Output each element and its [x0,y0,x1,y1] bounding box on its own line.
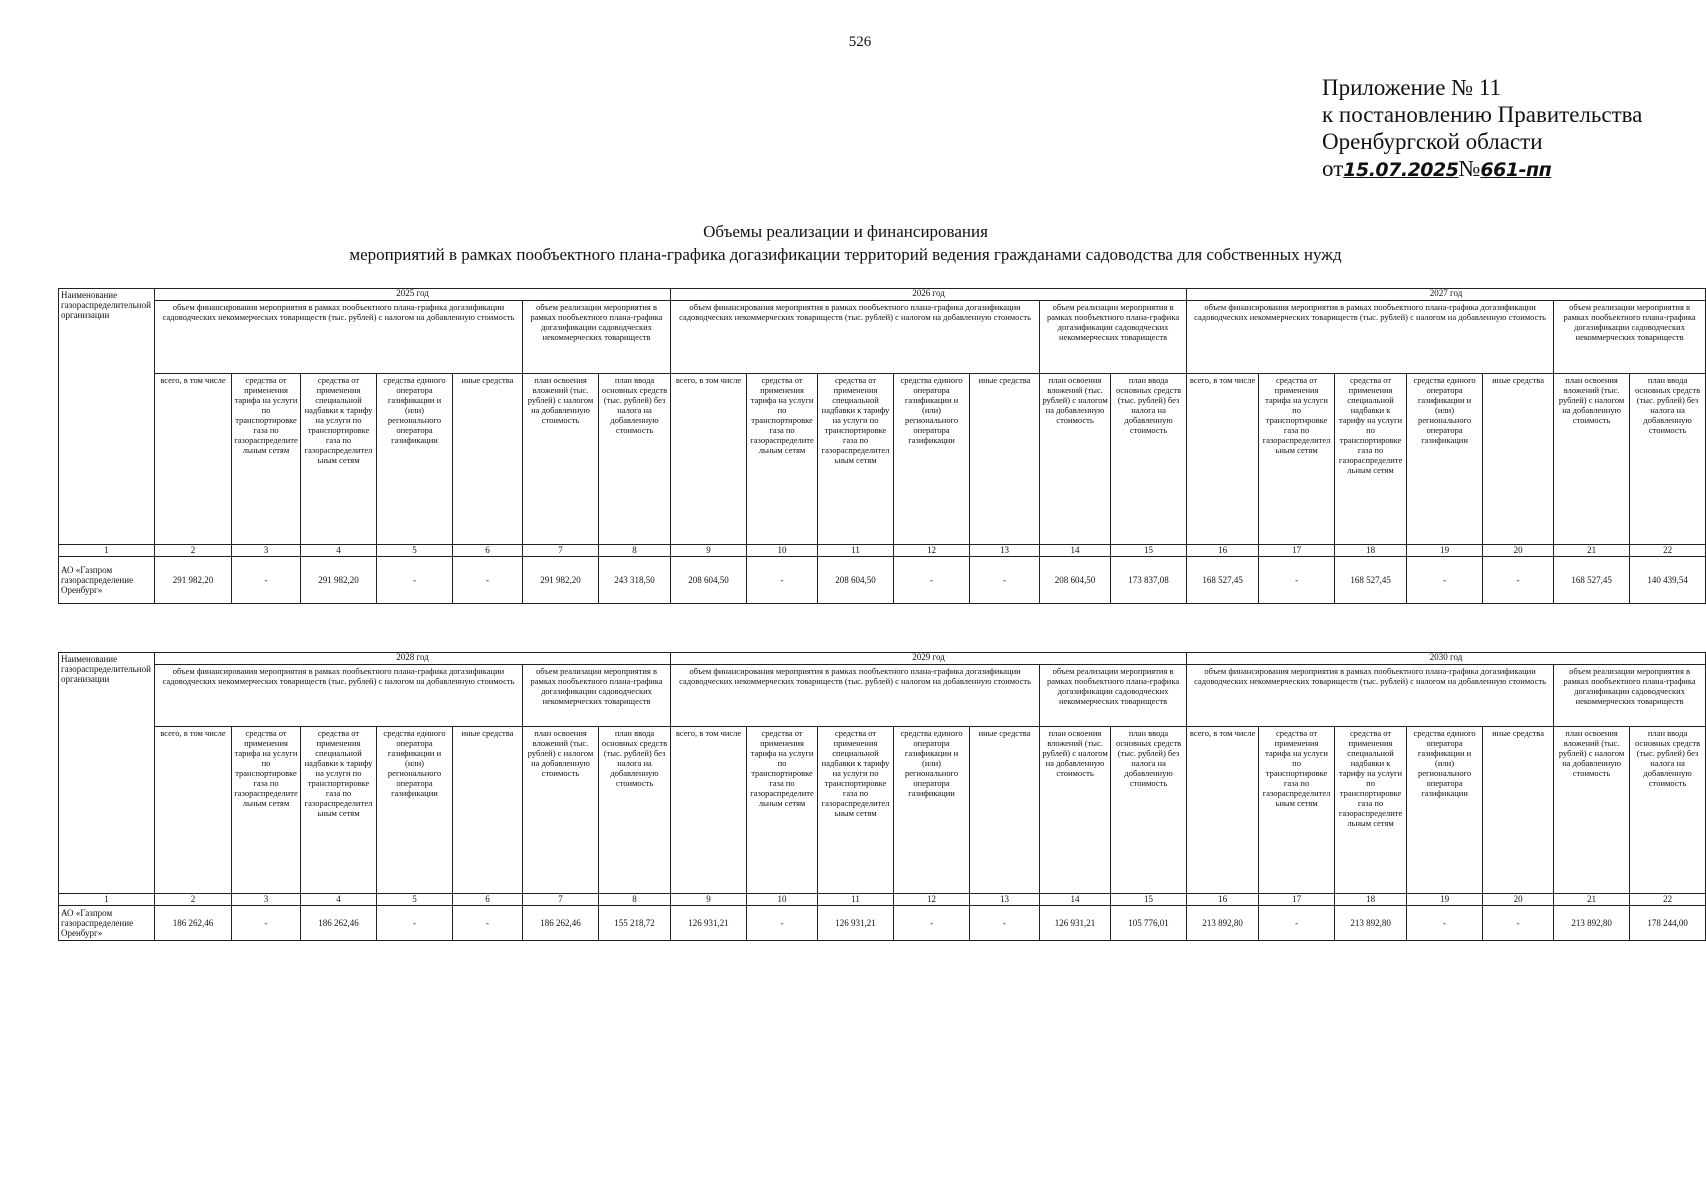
from-prefix: от [1322,156,1344,181]
value-cell: - [1483,906,1554,941]
table-row [59,557,1706,604]
sub-column-header: иные средства [970,374,1040,545]
sub-column-header: всего, в том числе [1187,374,1259,545]
sub-column-header: средства единого оператора газификации и (или) регионального оператора газификации [377,374,453,545]
column-number: 21 [1554,894,1630,906]
sub-column-header: средства от применения специальной надбавки к тарифу на услуги по транспортировке газа по газораспределительным сетям [1335,727,1407,894]
org-name-cell: АО «Газпром газораспределение Оренбург» [59,906,155,941]
realization-group-header: объем реализации мероприятия в рамках пообъектного плана-графика догазификации садоводческих некоммерческих товариществ [523,665,671,727]
value-cell: 186 262,46 [155,906,232,941]
sub-column-header: всего, в том числе [671,374,747,545]
value-cell: - [747,906,818,941]
page-number: 526 [848,34,872,50]
value-cell: - [377,557,453,604]
value-cell: 178 244,00 [1630,906,1706,941]
value-cell: 168 527,45 [1554,557,1630,604]
group-header-row [59,301,1706,374]
column-number: 2 [155,894,232,906]
sub-column-header: всего, в том числе [671,727,747,894]
sub-column-header: средства единого оператора газификации и (или) регионального оператора газификации [1407,374,1483,545]
sub-column-header: средства единого оператора газификации и (или) регионального оператора газификации [894,374,970,545]
column-number: 5 [377,894,453,906]
column-number: 16 [1187,545,1259,557]
appendix-block [1322,74,1662,184]
appendix-date-number [1322,155,1662,184]
column-number: 22 [1630,545,1706,557]
value-cell: - [1407,557,1483,604]
column-number: 17 [1259,545,1335,557]
appendix-line-3: Оренбургской области [1322,129,1543,154]
column-number: 4 [301,894,377,906]
year-header: 2027 год [1187,289,1706,301]
column-number: 19 [1407,545,1483,557]
column-number: 11 [818,545,894,557]
column-number: 4 [301,545,377,557]
value-cell: 186 262,46 [301,906,377,941]
column-number: 20 [1483,894,1554,906]
value-cell: - [970,906,1040,941]
value-cell: 291 982,20 [523,557,599,604]
column-number: 18 [1335,545,1407,557]
year-header: 2030 год [1187,653,1706,665]
value-cell: - [1483,557,1554,604]
group-header-row [59,665,1706,727]
value-cell: - [232,906,301,941]
sub-column-header: средства от применения тарифа на услуги по транспортировке газа по газораспределительным сетям [747,727,818,894]
sub-column-header: всего, в том числе [155,374,232,545]
sub-column-header: план ввода основных средств (тыс. рублей) без налога на добавленную стоимость [599,727,671,894]
sub-column-header: план ввода основных средств (тыс. рублей) без налога на добавленную стоимость [1111,374,1187,545]
org-name-cell: АО «Газпром газораспределение Оренбург» [59,557,155,604]
realization-group-header: объем реализации мероприятия в рамках пообъектного плана-графика догазификации садоводческих некоммерческих товариществ [523,301,671,374]
column-number: 15 [1111,545,1187,557]
column-number: 13 [970,894,1040,906]
sub-column-header: средства от применения специальной надбавки к тарифу на услуги по транспортировке газа по газораспределительным сетям [301,727,377,894]
value-cell: 140 439,54 [1630,557,1706,604]
column-number: 12 [894,545,970,557]
org-column-header: Наименование газораспределительной организации [59,289,155,545]
sub-column-header: средства от применения тарифа на услуги по транспортировке газа по газораспределительным сетям [232,727,301,894]
org-column-header: Наименование газораспределительной организации [59,653,155,894]
column-number: 15 [1111,894,1187,906]
value-cell: - [232,557,301,604]
column-number: 14 [1040,894,1111,906]
finance-group-header: объем финансирования мероприятия в рамках пообъектного плана-графика догазификации садоводческих некоммерческих товариществ (тыс. рублей) с налогом на добавленную стоимость [671,301,1040,374]
value-cell: 208 604,50 [818,557,894,604]
column-number: 6 [453,545,523,557]
value-cell: 213 892,80 [1554,906,1630,941]
sub-column-header: план ввода основных средств (тыс. рублей) без налога на добавленную стоимость [599,374,671,545]
value-cell: 173 837,08 [1111,557,1187,604]
sub-column-header: средства от применения специальной надбавки к тарифу на услуги по транспортировке газа по газораспределительным сетям [818,727,894,894]
finance-group-header: объем финансирования мероприятия в рамках пообъектного плана-графика догазификации садоводческих некоммерческих товариществ (тыс. рублей) с налогом на добавленную стоимость [155,665,523,727]
sub-column-header: план освоения вложений (тыс. рублей) с налогом на добавленную стоимость [1040,727,1111,894]
sub-column-header: средства от применения тарифа на услуги по транспортировке газа по газораспределительным сетям [232,374,301,545]
column-number: 12 [894,894,970,906]
finance-group-header: объем финансирования мероприятия в рамках пообъектного плана-графика догазификации садоводческих некоммерческих товариществ (тыс. рублей) с налогом на добавленную стоимость [155,301,523,374]
column-number: 22 [1630,894,1706,906]
value-cell: 243 318,50 [599,557,671,604]
sub-column-header: средства от применения специальной надбавки к тарифу на услуги по транспортировке газа по газораспределительным сетям [818,374,894,545]
finance-group-header: объем финансирования мероприятия в рамках пообъектного плана-графика догазификации садоводческих некоммерческих товариществ (тыс. рублей) с налогом на добавленную стоимость [1187,301,1554,374]
value-cell: 208 604,50 [1040,557,1111,604]
column-number: 3 [232,545,301,557]
sub-column-header: средства единого оператора газификации и (или) регионального оператора газификации [1407,727,1483,894]
year-header-row [59,289,1706,301]
sub-column-header: всего, в том числе [1187,727,1259,894]
value-cell: - [377,906,453,941]
sub-column-header: план освоения вложений (тыс. рублей) с налогом на добавленную стоимость [523,374,599,545]
finance-group-header: объем финансирования мероприятия в рамках пообъектного плана-графика догазификации садоводческих некоммерческих товариществ (тыс. рублей) с налогом на добавленную стоимость [671,665,1040,727]
sub-column-header: иные средства [453,374,523,545]
column-number: 21 [1554,545,1630,557]
schedule-table-2028-2030 [58,652,1706,941]
column-number: 5 [377,545,453,557]
sub-column-header: план ввода основных средств (тыс. рублей) без налога на добавленную стоимость [1630,727,1706,894]
sub-column-header: план освоения вложений (тыс. рублей) с налогом на добавленную стоимость [1040,374,1111,545]
value-cell: 105 776,01 [1111,906,1187,941]
sub-header-row [59,374,1706,545]
year-header: 2025 год [155,289,671,301]
column-number: 18 [1335,894,1407,906]
value-cell: 126 931,21 [818,906,894,941]
value-cell: - [453,557,523,604]
value-cell: - [453,906,523,941]
sub-column-header: средства единого оператора газификации и (или) регионального оператора газификации [894,727,970,894]
value-cell: 126 931,21 [671,906,747,941]
sub-column-header: средства от применения тарифа на услуги по транспортировке газа по газораспределительным сетям [1259,374,1335,545]
column-number: 8 [599,894,671,906]
sub-column-header: средства от применения специальной надбавки к тарифу на услуги по транспортировке газа по газораспределительным сетям [301,374,377,545]
table-row [59,906,1706,941]
value-cell: - [1407,906,1483,941]
handwritten-number: 661-пп [1480,159,1552,181]
column-number: 10 [747,894,818,906]
realization-group-header: объем реализации мероприятия в рамках пообъектного плана-графика догазификации садоводческих некоммерческих товариществ [1040,301,1187,374]
value-cell: 208 604,50 [671,557,747,604]
sub-column-header: план ввода основных средств (тыс. рублей) без налога на добавленную стоимость [1630,374,1706,545]
appendix-line-2: к постановлению Правительства [1322,102,1643,127]
column-number: 16 [1187,894,1259,906]
year-header: 2028 год [155,653,671,665]
column-number: 9 [671,545,747,557]
column-number: 6 [453,894,523,906]
column-number: 7 [523,545,599,557]
year-header-row [59,653,1706,665]
column-number-row [59,545,1706,557]
sub-column-header: план освоения вложений (тыс. рублей) с налогом на добавленную стоимость [1554,727,1630,894]
column-number: 19 [1407,894,1483,906]
realization-group-header: объем реализации мероприятия в рамках пообъектного плана-графика догазификации садоводческих некоммерческих товариществ [1040,665,1187,727]
appendix-line-1: Приложение № 11 [1322,75,1502,100]
value-cell: 168 527,45 [1335,557,1407,604]
value-cell: - [894,906,970,941]
value-cell: - [1259,557,1335,604]
realization-group-header: объем реализации мероприятия в рамках пообъектного плана-графика догазификации садоводческих некоммерческих товариществ [1554,301,1706,374]
realization-group-header: объем реализации мероприятия в рамках пообъектного плана-графика догазификации садоводческих некоммерческих товариществ [1554,665,1706,727]
column-number: 1 [59,894,155,906]
sub-column-header: средства от применения специальной надбавки к тарифу на услуги по транспортировке газа по газораспределительным сетям [1335,374,1407,545]
column-number: 2 [155,545,232,557]
finance-group-header: объем финансирования мероприятия в рамках пообъектного плана-графика догазификации садоводческих некоммерческих товариществ (тыс. рублей) с налогом на добавленную стоимость [1187,665,1554,727]
sub-column-header: всего, в том числе [155,727,232,894]
value-cell: 126 931,21 [1040,906,1111,941]
sub-column-header: план освоения вложений (тыс. рублей) с налогом на добавленную стоимость [1554,374,1630,545]
column-number: 9 [671,894,747,906]
column-number: 1 [59,545,155,557]
sub-column-header: средства единого оператора газификации и (или) регионального оператора газификации [377,727,453,894]
value-cell: - [1259,906,1335,941]
sub-column-header: средства от применения тарифа на услуги по транспортировке газа по газораспределительным сетям [747,374,818,545]
value-cell: 186 262,46 [523,906,599,941]
column-number: 20 [1483,545,1554,557]
document-title: Объемы реализации и финансирования [703,222,988,241]
column-number-row [59,894,1706,906]
year-header: 2026 год [671,289,1187,301]
column-number: 13 [970,545,1040,557]
column-number: 7 [523,894,599,906]
year-header: 2029 год [671,653,1187,665]
sub-column-header: иные средства [1483,374,1554,545]
column-number: 11 [818,894,894,906]
sub-column-header: иные средства [1483,727,1554,894]
sub-column-header: средства от применения тарифа на услуги по транспортировке газа по газораспределительным сетям [1259,727,1335,894]
column-number: 3 [232,894,301,906]
value-cell: 213 892,80 [1335,906,1407,941]
schedule-table-2025-2027 [58,288,1706,604]
document-subtitle: мероприятий в рамках пообъектного плана-графика догазификации территорий ведения гражданами садоводства для собственных нужд [349,245,1342,264]
value-cell: - [894,557,970,604]
value-cell: - [970,557,1040,604]
value-cell: 291 982,20 [155,557,232,604]
value-cell: 155 218,72 [599,906,671,941]
column-number: 8 [599,545,671,557]
column-number: 17 [1259,894,1335,906]
value-cell: 213 892,80 [1187,906,1259,941]
sub-header-row [59,727,1706,894]
column-number: 10 [747,545,818,557]
sub-column-header: иные средства [970,727,1040,894]
sub-column-header: иные средства [453,727,523,894]
value-cell: 291 982,20 [301,557,377,604]
number-prefix: № [1458,156,1481,181]
sub-column-header: план освоения вложений (тыс. рублей) с налогом на добавленную стоимость [523,727,599,894]
value-cell: 168 527,45 [1187,557,1259,604]
sub-column-header: план ввода основных средств (тыс. рублей) без налога на добавленную стоимость [1111,727,1187,894]
value-cell: - [747,557,818,604]
column-number: 14 [1040,545,1111,557]
handwritten-date: 15.07.2025 [1343,159,1459,181]
